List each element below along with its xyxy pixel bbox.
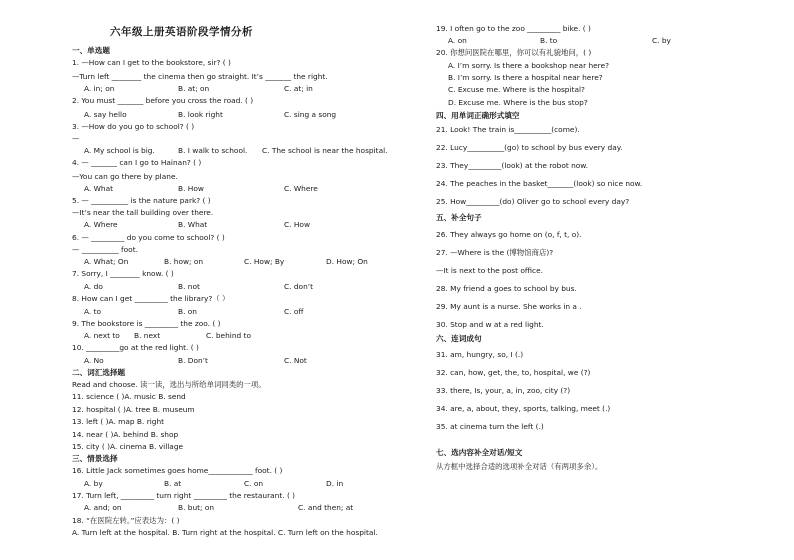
option-c: C. Where xyxy=(284,184,318,193)
question-line: 从方框中选择合适的选项补全对话（有两项多余）。 xyxy=(436,462,603,471)
option-d: D. How; On xyxy=(326,257,368,266)
option-b: B. How xyxy=(178,184,204,193)
question-line: 27. —Where is the (博物馆商店)? xyxy=(436,248,554,257)
question-line: 26. They always go home on (o, f, t, o). xyxy=(436,230,582,239)
option-b: B. how; on xyxy=(164,257,204,266)
option-b: B. at; on xyxy=(178,84,210,93)
question-line: 4. — _______ can I go to Hainan? ( ) xyxy=(72,158,202,167)
section-heading: 七、选内容补全对话/短文 xyxy=(436,448,523,457)
question-line: C. Excuse me. Where is the hospital? xyxy=(448,85,585,94)
question-line: 16. Little Jack sometimes goes home____________ foot. ( ) xyxy=(72,466,283,475)
question-line: 23. They_________(look) at the robot now. xyxy=(436,161,589,170)
section-heading: 一、单选题 xyxy=(72,46,110,55)
option-a: A. do xyxy=(84,282,103,291)
option-b: B. look right xyxy=(178,110,223,119)
option-a: A. to xyxy=(84,307,102,316)
option-c: C. and then; at xyxy=(298,503,354,512)
question-line: 13. left ( )A. map B. right xyxy=(72,417,165,426)
question-line: — xyxy=(72,134,80,143)
question-line: 22. Lucy__________(go) to school by bus every day. xyxy=(436,143,623,152)
section-heading: 五、补全句子 xyxy=(436,213,482,222)
option-a: A. and; on xyxy=(84,503,122,512)
question-line: 28. My friend a goes to school by bus. xyxy=(436,284,577,293)
option-a: A. by xyxy=(84,479,103,488)
option-a: A. My school is big. xyxy=(84,146,155,155)
question-line: 29. My aunt is a nurse. She works in a . xyxy=(436,302,582,311)
option-a: A. No xyxy=(84,356,104,365)
section-heading: 六、连词成句 xyxy=(436,334,482,343)
question-line: 24. The peaches in the basket_______(look) so nice now. xyxy=(436,179,643,188)
option-b: B. to xyxy=(540,36,558,45)
question-line: —It is next to the post office. xyxy=(436,266,543,275)
question-line: 12. hospital ( )A. tree B. museum xyxy=(72,405,195,414)
question-line: 15. city ( )A. cinema B. village xyxy=(72,442,184,451)
question-line: 11. science ( )A. music B. send xyxy=(72,392,186,401)
option-b: B. at xyxy=(164,479,182,488)
question-line: 10. _________go at the red light. ( ) xyxy=(72,343,199,352)
question-line: 21. Look! The train is__________(come). xyxy=(436,125,580,134)
question-line: 34. are, a, about, they, sports, talking, meet (.) xyxy=(436,404,611,413)
option-b: B. I walk to school. xyxy=(178,146,248,155)
question-line: —You can go there by plane. xyxy=(72,172,178,181)
question-line: 14. near ( )A. behind B. shop xyxy=(72,430,179,439)
question-line: 2. You must _______ before you cross the road. ( ) xyxy=(72,96,254,105)
question-line: 30. Stop and w at a red light. xyxy=(436,320,544,329)
question-line: —Turn left ________ the cinema then go straight. It’s _______ the right. xyxy=(72,72,328,81)
question-line: 20. 你想问医院在哪里，你可以有礼貌地问，( ) xyxy=(436,48,592,57)
question-line: D. Excuse me. Where is the bus stop? xyxy=(448,98,588,107)
question-line: 33. there, Is, your, a, in, zoo, city (?) xyxy=(436,386,571,395)
option-b: B. not xyxy=(178,282,200,291)
option-a: A. in; on xyxy=(84,84,115,93)
question-line: —It’s near the tall building over there. xyxy=(72,208,214,217)
section-heading: 三、情景选择 xyxy=(72,454,118,463)
question-line: 35. at cinema turn the left (.) xyxy=(436,422,544,431)
option-c: C. on xyxy=(244,479,264,488)
question-line: A. I’m sorry. Is there a bookshop near here? xyxy=(448,61,610,70)
question-line: 9. The bookstore is _________ the zoo. ( ) xyxy=(72,319,221,328)
option-c: C. sing a song xyxy=(284,110,337,119)
question-line: 3. —How do you go to school? ( ) xyxy=(72,122,195,131)
option-b: B. Don’t xyxy=(178,356,208,365)
question-line: 32. can, how, get, the, to, hospital, we (?) xyxy=(436,368,591,377)
option-c: C. don’t xyxy=(284,282,314,291)
option-b: B. on xyxy=(178,307,197,316)
option-b: B. but; on xyxy=(178,503,215,512)
question-line: 17. Turn left, _________ turn right _________ the restaurant. ( ) xyxy=(72,491,296,500)
option-c: C. behind to xyxy=(206,331,251,340)
option-d: D. in xyxy=(326,479,344,488)
question-line: A. Turn left at the hospital. B. Turn right at the hospital. C. Turn left on the hospital. xyxy=(72,528,378,537)
question-line: 7. Sorry, I ________ know. ( ) xyxy=(72,269,174,278)
question-line: 1. —How can I get to the bookstore, sir? ( ) xyxy=(72,58,231,67)
section-heading: 四、用单词正确形式填空 xyxy=(436,111,520,120)
question-line: 31. am, hungry, so, I (.) xyxy=(436,350,524,359)
question-line: 18. “在医院左转。”应表达为：( ) xyxy=(72,516,180,525)
option-c: C. off xyxy=(284,307,304,316)
question-line: 19. I often go to the zoo _________ bike. ( ) xyxy=(436,24,591,33)
question-line: Read and choose. 读一读，选出与所给单词同类的一项。 xyxy=(72,380,266,389)
question-line: 6. — _________ do you come to school? ( ) xyxy=(72,233,225,242)
option-a: A. say hello xyxy=(84,110,127,119)
question-line: 25. How_________(do) Oliver go to school every day? xyxy=(436,197,630,206)
question-line: 5. — __________ is the nature park? ( ) xyxy=(72,196,211,205)
option-c: C. How; By xyxy=(244,257,285,266)
option-a: A. Where xyxy=(84,220,118,229)
option-c: C. Not xyxy=(284,356,307,365)
option-c: C. at; in xyxy=(284,84,313,93)
option-a: A. on xyxy=(448,36,467,45)
option-a: A. next to xyxy=(84,331,120,340)
option-c: C. by xyxy=(652,36,671,45)
option-c: C. How xyxy=(284,220,310,229)
question-line: — __________ foot. xyxy=(72,245,138,254)
page-title: 六年级上册英语阶段学情分析 xyxy=(110,26,253,38)
option-b: B. What xyxy=(178,220,208,229)
question-line: 8. How can I get _________ the library?（ ） xyxy=(72,294,230,303)
option-c: C. The school is near the hospital. xyxy=(262,146,388,155)
option-a: A. What xyxy=(84,184,114,193)
option-a: A. What; On xyxy=(84,257,129,266)
option-b: B. next xyxy=(134,331,161,340)
question-line: B. I’m sorry. Is there a hospital near here? xyxy=(448,73,603,82)
section-heading: 二、词汇选择题 xyxy=(72,368,126,377)
